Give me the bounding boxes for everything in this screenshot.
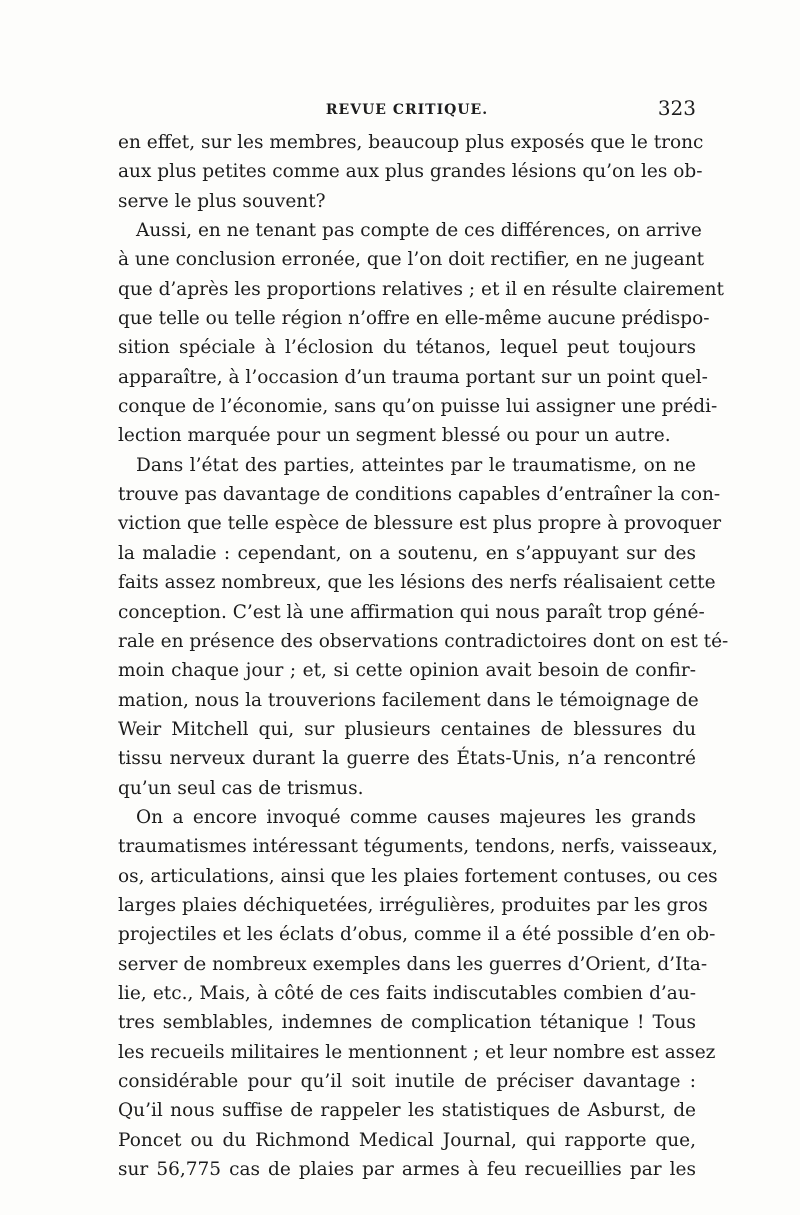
text-line: mation, nous la trouverions facilement dans le témoignage de: [118, 689, 699, 711]
text-line: os, articulations, ainsi que les plaies fortement contuses, ou ces: [118, 865, 718, 887]
text-line: tres semblables, indemnes de complication tétanique ! Tous: [118, 1012, 696, 1034]
text-line: projectiles et les éclats d’obus, comme il a été possible d’en ob-: [118, 924, 716, 946]
text-line: en effet, sur les membres, beaucoup plus exposés que le tronc: [118, 132, 704, 153]
text-line: lection marquée pour un segment blessé ou pour un autre.: [118, 425, 671, 447]
text-line: conception. C’est là une affirmation qui nous paraît trop géné-: [118, 601, 705, 623]
text-line: qu’un seul cas de trismus.: [118, 777, 364, 799]
text-line: server de nombreux exemples dans les guerres d’Orient, d’Ita-: [118, 953, 708, 975]
text-line: serve le plus souvent?: [118, 190, 326, 212]
text-line: les recueils militaires le mentionnent ; et leur nombre est assez: [118, 1041, 716, 1063]
text-line: que telle ou telle région n’offre en elle-même aucune prédispo-: [118, 308, 710, 330]
running-head: [118, 96, 696, 122]
text-line: apparaître, à l’occasion d’un trauma portant sur un point quel-: [118, 366, 708, 388]
text-line: lie, etc., Mais, à côté de ces faits indiscutables combien d’au-: [118, 982, 696, 1004]
text-line: Dans l’état des parties, atteintes par le traumatisme, on ne: [136, 454, 696, 476]
text-line: Weir Mitchell qui, sur plusieurs centaines de blessures du: [118, 718, 696, 740]
text-line: que d’après les proportions relatives ; et il en résulte clairement: [118, 278, 724, 300]
text-line: Qu’il nous suffise de rappeler les statistiques de Asburst, de: [118, 1100, 696, 1122]
text-line: rale en présence des observations contradictoires dont on est té-: [118, 630, 729, 652]
text-line: moin chaque jour ; et, si cette opinion avait besoin de confir-: [118, 660, 696, 682]
text-line: tissu nerveux durant la guerre des États-Unis, n’a rencontré: [118, 748, 696, 770]
text-line: la maladie : cependant, on a soutenu, en s’appuyant sur des: [118, 542, 696, 564]
running-title: REVUE CRITIQUE.: [325, 102, 489, 118]
body-text: [118, 128, 729, 1184]
text-line: sur 56,775 cas de plaies par armes à feu recueillies par les: [118, 1159, 696, 1181]
text-line: considérable pour qu’il soit inutile de préciser davantage :: [118, 1071, 696, 1092]
text-line: traumatismes intéressant téguments, tendons, nerfs, vaisseaux,: [118, 836, 718, 858]
page-number: 323: [657, 96, 696, 120]
text-line: Aussi, en ne tenant pas compte de ces différences, on arrive: [136, 220, 702, 242]
text-line: viction que telle espèce de blessure est plus propre à provoquer: [118, 513, 722, 535]
text-line: aux plus petites comme aux plus grandes lésions qu’on les ob-: [118, 161, 703, 183]
text-line: trouve pas davantage de conditions capables d’entraîner la con-: [118, 484, 721, 506]
text-line: sition spéciale à l’éclosion du tétanos, lequel peut toujours: [118, 337, 696, 359]
text-line: larges plaies déchiquetées, irrégulières, produites par les gros: [118, 894, 708, 916]
text-line: faits assez nombreux, que les lésions des nerfs réalisaient cette: [118, 572, 716, 594]
text-line: Poncet ou du Richmond Medical Journal, qui rapporte que,: [118, 1129, 696, 1151]
text-line: On a encore invoqué comme causes majeures les grands: [136, 806, 696, 828]
text-line: conque de l’économie, sans qu’on puisse lui assigner une prédi-: [118, 396, 718, 418]
text-line: à une conclusion erronée, que l’on doit rectifier, en ne jugeant: [118, 249, 705, 271]
